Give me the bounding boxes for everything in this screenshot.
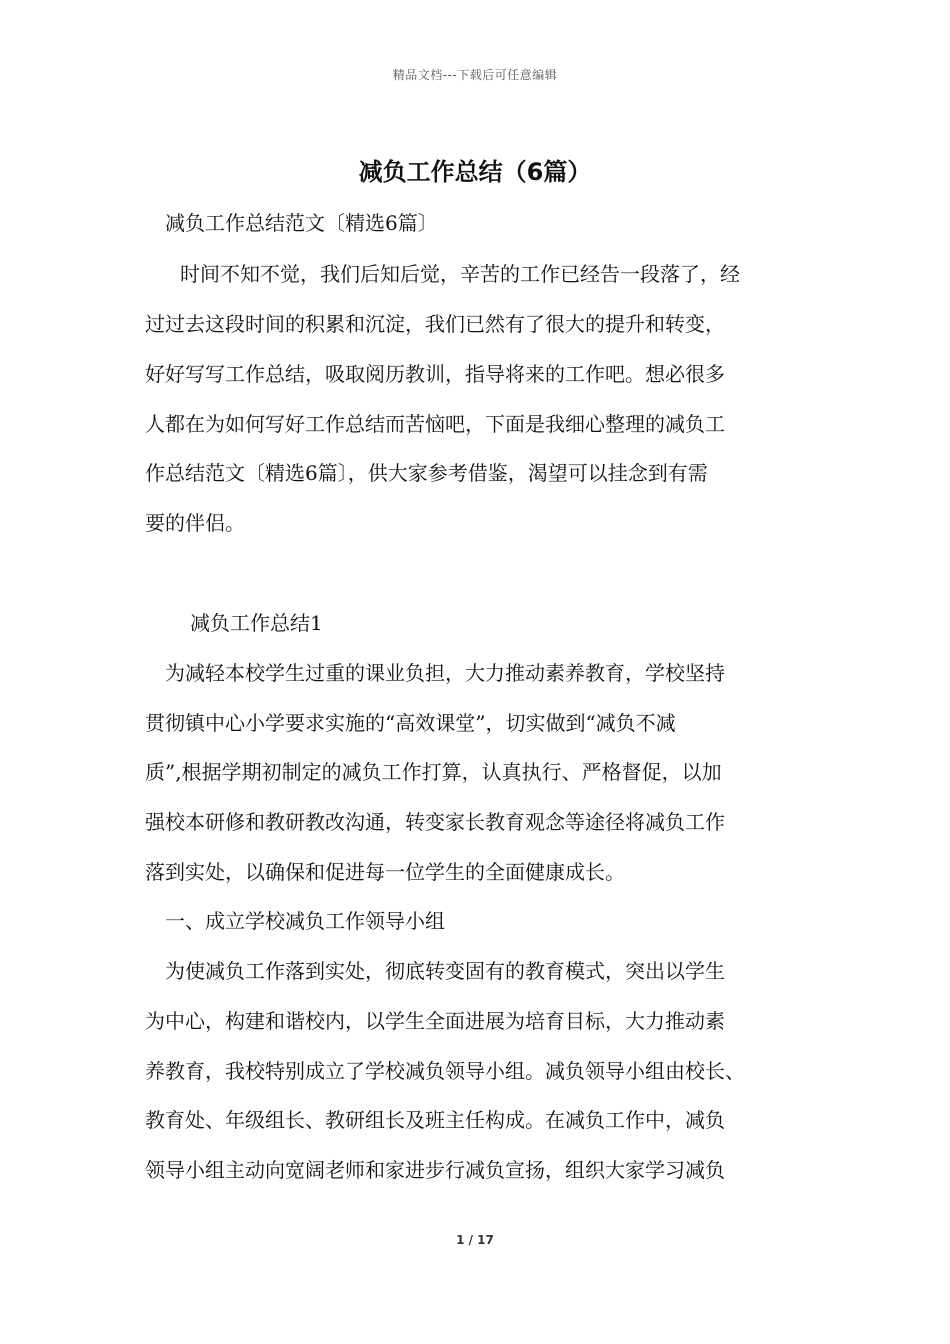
paragraph-line: 过过去这段时间的积累和沉淀，我们已然有了很大的提升和转变， — [145, 312, 725, 336]
document-title: 减负工作总结（6篇） — [358, 158, 592, 186]
paragraph-line: 作总结范文〔精选6篇〕，供大家参考借鉴，渴望可以挂念到有需 — [145, 461, 708, 485]
subheading: 一、成立学校减负工作领导小组 — [165, 909, 445, 933]
paragraph-line: 为使减负工作落到实处，彻底转变固有的教育模式，突出以学生 — [165, 959, 725, 983]
section-heading: 减负工作总结1 — [190, 611, 323, 635]
paragraph-line: 领导小组主动向宽阔老师和家进步行减负宣扬，组织大家学习减负 — [145, 1158, 725, 1182]
paragraph-line: 人都在为如何写好工作总结而苦恼吧，下面是我细心整理的减负工 — [145, 412, 725, 436]
paragraph-line: 质”,根据学期初制定的减负工作打算，认真执行、严格督促，以加 — [145, 760, 722, 784]
paragraph-line: 时间不知不觉，我们后知后觉，辛苦的工作已经告一段落了，经 — [180, 262, 740, 286]
paragraph-line: 为中心，构建和谐校内，以学生全面进展为培育目标，大力推动素 — [145, 1009, 725, 1033]
document-subtitle: 减负工作总结范文〔精选6篇〕 — [165, 211, 438, 235]
paragraph-line: 好好写写工作总结，吸取阅历教训，指导将来的工作吧。想必很多 — [145, 362, 725, 386]
paragraph-line: 要的伴侣。 — [145, 511, 245, 535]
paragraph-line: 强校本研修和教研教改沟通，转变家长教育观念等途径将减负工作 — [145, 810, 725, 834]
paragraph-line: 落到实处，以确保和促进每一位学生的全面健康成长。 — [145, 860, 625, 884]
paragraph-line: 贯彻镇中心小学要求实施的“高效课堂”，切实做到“减负不减 — [145, 711, 676, 735]
header-note: 精品文档---下载后可任意编辑 — [392, 68, 558, 82]
paragraph-line: 为减轻本校学生过重的课业负担，大力推动素养教育，学校坚持 — [165, 661, 725, 685]
page-number: 1 / 17 — [456, 1233, 494, 1247]
paragraph-line: 教育处、年级组长、教研组长及班主任构成。在减负工作中，减负 — [145, 1108, 725, 1132]
paragraph-line: 养教育，我校特别成立了学校减负领导小组。减负领导小组由校长、 — [145, 1059, 745, 1083]
